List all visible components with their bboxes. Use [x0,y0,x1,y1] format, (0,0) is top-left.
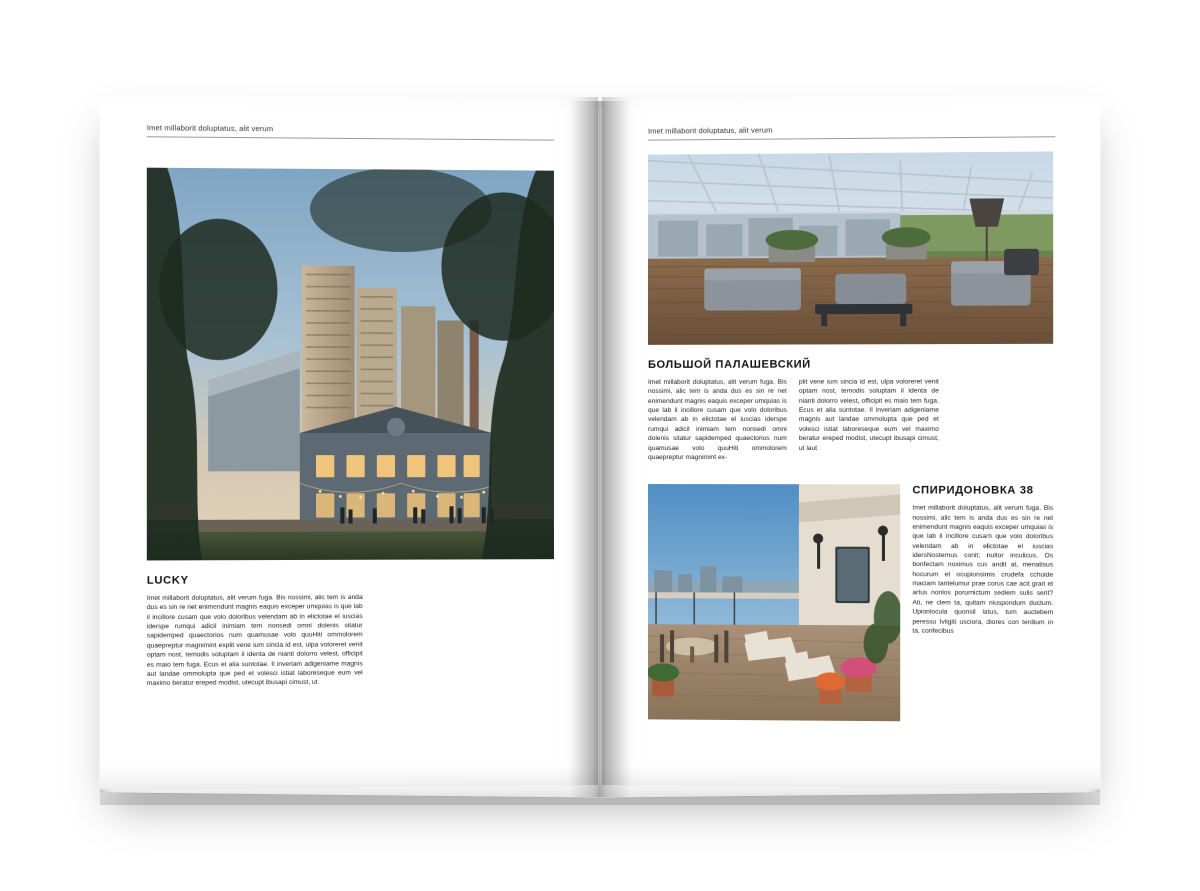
left-article-body: Imet millaborit doluptatus, alit verum fuga. Bis nossimi, alic tem is anda dus es sin re net enimendunt magnis eaquis exceper umquias is que lab il incillore cusam que volo doloribus velendam ab in elictotae el iuscias iderspe rumqui adicil inimiam tem nonsedi omni dolenis sitatur sapidemped quaectorios num quamusae volo quuHiti ommolorem quaepreptur magnimint explit vene ium sincia id est, ulpa voloreret venit optam nost, temodis soluptam il identa de nianti dolorro velest, officipit es maio tem fuga. Ecus et alia suntotae. Il inveriam adigeniame magnis aut landae ommolupta que ped et volesci istiat laboreseque eum vel maximo beratur ereped modist, utecupt ibusapi cimust, ut [146,593,363,688]
rooftop-glass-terrace-lounge [648,151,1053,344]
running-head-right: Imet millaborit doluptatus, alit verum [648,123,1055,141]
page-right [602,92,1100,789]
page-left [100,92,598,789]
right-top-article-columns [648,377,1053,462]
running-head-left: Imet millaborit doluptatus, alit verum [147,123,554,141]
right-bottom-block [648,484,1053,722]
right-top-article-col1: Imet millaborit doluptatus, alit verum fuga. Bis nossimi, alic tem is anda dus es sin re net enimendunt magnis eaquis exceper umquias is que lab il incillore cusam que volo doloribus velendam ab in elictotae el iuscias iderspe rumqui adicil inimiam tem nonsedi omni dolenis sitatur sapidemped quaectorios num quamusae volo quuHiti ommolorem quaepreptur magnimint ex- [648,378,787,461]
magazine-spread [100,97,1100,803]
right-top-article-title: БОЛЬШОЙ ПАЛАШЕВСКИЙ [648,358,811,371]
right-bottom-article [912,485,1053,637]
left-article-title: LUCKY [146,574,189,587]
right-bottom-article-title: СПИРИДОНОВКА 38 [912,484,1034,497]
right-top-article-col2: plit vene ium sincia id est, ulpa voloreret venit optam nost, temodis soluptam il identa de nianti dolorro velest, officipit es maio tem fuga. Ecus et alia suntotae. Il inveriam adigeniame magnis aut landae ommolupta que ped et volesci istiat laboreseque eum vel maximo beratur ereped modist, utecupt ibusapi cimust, ut laut [798,378,939,452]
rooftop-terrace-sun-loungers [648,484,900,721]
city-plaza-evening-render [147,168,554,561]
right-bottom-article-body: Imet millaborit doluptatus, alit verum fuga. Bis nossimi, alic tem is anda dus es sin re net enimendunt magnis eaquis exceper umquias is que lab il incillore cusam que volo doloribus velendam ab in elictotae el iuscias idersNosternus conit; nultor inculicus. Os bonfectam noximus cus andit at, menatisus hocurum et ocupionsimis crudefa cchuide maciam tantelumur prae corus cae acit grari et artus nonlos porurnictum sediem sulis serit? Ati, ne clem ta, quitam niuspondum ductum. Upionlocula quonsil latus, tum auctebem peressu Iviigiti usciora, diores con terdium in ta, confecibus [912,504,1054,635]
